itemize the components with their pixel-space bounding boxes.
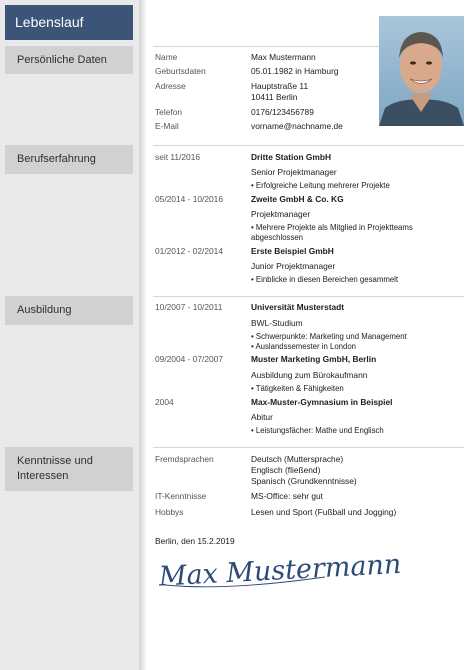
divider [153,296,464,297]
sidebar [0,0,139,670]
it-value: MS-Office: sehr gut [251,491,323,501]
divider [153,447,464,448]
phone-value: 0176/123456789 [251,107,314,117]
education-bullet: • Leistungsfächer: Mathe und Englisch [251,426,384,435]
language-item: Spanisch (Grundkenntnisse) [251,476,357,486]
career-company: Erste Beispiel GmbH [251,246,334,256]
education-degree: Ausbildung zum Bürokaufmann [251,370,368,380]
phone-label: Telefon [155,107,183,117]
education-degree: BWL-Studium [251,318,303,328]
place-date: Berlin, den 15.2.2019 [155,536,235,546]
email-label: E-Mail [155,121,179,131]
languages-label: Fremdsprachen [155,454,214,464]
signature-text: Max Mustermann [158,548,403,593]
it-label: IT-Kenntnisse [155,491,207,501]
career-period: seit 11/2016 [155,152,201,162]
career-role: Senior Projektmanager [251,167,337,177]
name-label: Name [155,52,178,62]
education-degree: Abitur [251,412,273,422]
career-role: Projektmanager [251,209,311,219]
address-label: Adresse [155,81,186,91]
career-bullet: • Mehrere Projekte als Mitglied in Projektteams [251,223,413,232]
profile-photo [379,16,464,126]
email-value: vorname@nachname.de [251,121,343,131]
career-period: 01/2012 - 02/2014 [155,246,223,256]
career-period: 05/2014 - 10/2016 [155,194,223,204]
hobbies-label: Hobbys [155,507,184,517]
section-label-skills: Kenntnisse und Interessen [5,447,133,491]
education-bullet: • Schwerpunkte: Marketing und Management [251,332,407,341]
education-period: 10/2007 - 10/2011 [155,302,223,312]
address-line2: 10411 Berlin [251,92,298,102]
career-bullet: • Erfolgreiche Leitung mehrerer Projekte [251,181,390,190]
career-bullet: • Einblicke in diesen Bereichen gesammelt [251,275,399,284]
education-period: 09/2004 - 07/2007 [155,354,223,364]
birth-label: Geburtsdaten [155,66,206,76]
birth-value: 05.01.1982 in Hamburg [251,66,339,76]
career-company: Zweite GmbH & Co. KG [251,194,344,204]
hobbies-value: Lesen und Sport (Fußball und Jogging) [251,507,397,517]
education-school: Muster Marketing GmbH, Berlin [251,354,377,364]
signature [157,547,403,595]
career-company: Dritte Station GmbH [251,152,332,162]
language-item: Deutsch (Muttersprache) [251,454,344,464]
address-line1: Hauptstraße 11 [251,81,309,91]
section-label-personal: Persönliche Daten [5,46,133,74]
education-period: 2004 [155,397,174,407]
section-label-education: Ausbildung [5,296,133,325]
education-school: Max-Muster-Gymnasium in Beispiel [251,397,393,407]
cv-title: Lebenslauf [5,5,133,40]
education-bullet: • Tätigkeiten & Fähigkeiten [251,384,344,393]
career-bullet: abgeschlossen [251,233,304,242]
sidebar-shadow [139,0,147,670]
divider [153,145,464,146]
language-item: Englisch (fließend) [251,465,321,475]
education-bullet: • Auslandssemester in London [251,342,357,351]
education-school: Universität Musterstadt [251,302,345,312]
career-role: Junior Projektmanager [251,261,336,271]
name-value: Max Mustermann [251,52,316,62]
section-label-career: Berufserfahrung [5,145,133,174]
